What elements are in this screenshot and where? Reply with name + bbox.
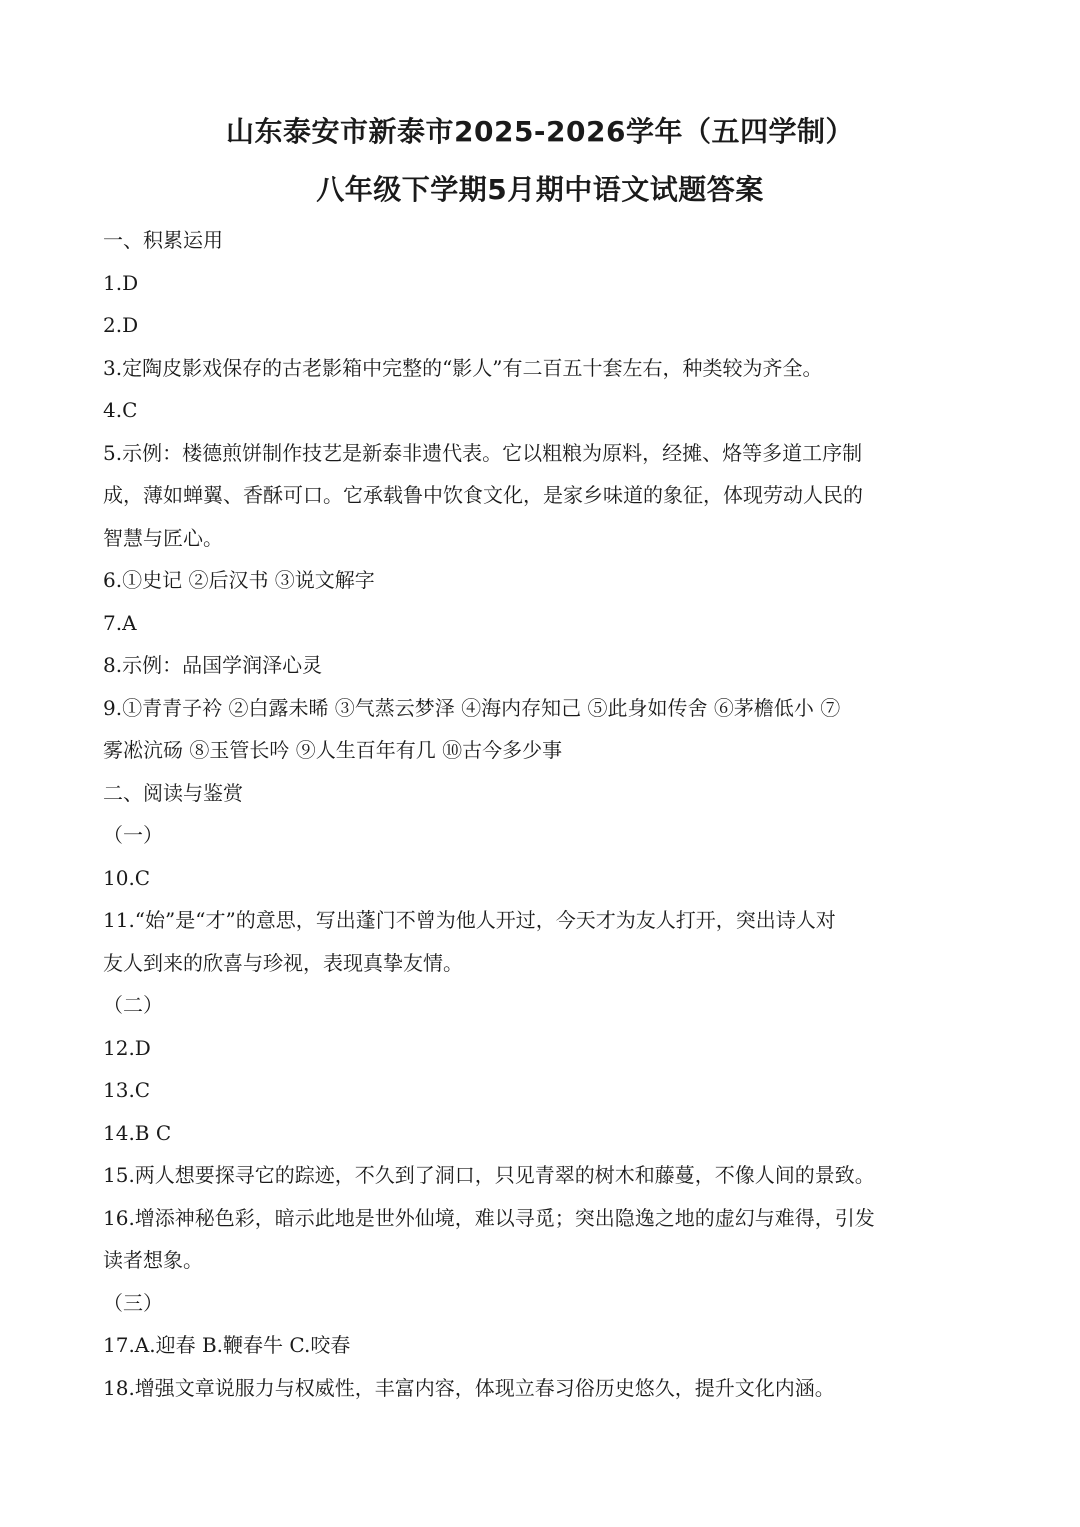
answer-line: 雾凇沆砀 ⑧玉管长吟 ⑨人生百年有几 ⑩古今多少事 — [103, 738, 563, 762]
answer-line: 14.B C — [103, 1120, 172, 1145]
answer-line: 成，薄如蝉翼、香酥可口。它承载鲁中饮食文化，是家乡味道的象征，体现劳动人民的 — [103, 483, 863, 507]
answer-line: 7.A — [103, 610, 137, 635]
answer-line: 3.定陶皮影戏保存的古老影箱中完整的“影人”有二百五十套左右，种类较为齐全。 — [103, 355, 823, 380]
answer-line: 智慧与匠心。 — [103, 525, 223, 550]
answer-line: 16.增添神秘色彩，暗示此地是世外仙境，难以寻觅；突出隐逸之地的虚幻与难得，引发 — [103, 1205, 875, 1230]
answer-line: 11.“始”是“才”的意思，写出蓬门不曾为他人开过，今天才为友人打开，突出诗人对 — [103, 908, 836, 932]
answer-line: 12.D — [103, 1035, 151, 1060]
answer-line: 17.A.迎春 B.鞭春牛 C.咬春 — [103, 1333, 351, 1357]
answer-line: 2.D — [103, 313, 139, 337]
subsection-heading: （二） — [103, 993, 163, 1017]
answer-line: 读者想象。 — [103, 1248, 203, 1272]
subsection-heading: （一） — [103, 823, 163, 847]
answer-line: 4.C — [103, 398, 138, 422]
answer-line: 8.示例：品国学润泽心灵 — [103, 653, 323, 677]
answer-line: 18.增强文章说服力与权威性，丰富内容，体现立春习俗历史悠久，提升文化内涵。 — [103, 1375, 835, 1400]
document-subtitle: 八年级下学期5月期中语文试题答案 — [316, 173, 764, 206]
section-heading: 二、阅读与鉴赏 — [103, 780, 243, 805]
answer-line: 13.C — [103, 1078, 151, 1102]
answer-content — [103, 219, 943, 1409]
answer-line: 9.①青青子衿 ②白露未晞 ③气蒸云梦泽 ④海内存知己 ⑤此身如传舍 ⑥茅檐低小 ⑦ — [103, 695, 841, 720]
answer-line: 友人到来的欣喜与珍视，表现真挚友情。 — [103, 950, 463, 975]
answer-line: 5.示例：楼德煎饼制作技艺是新泰非遗代表。它以粗粮为原料，经摊、烙等多道工序制 — [103, 440, 863, 465]
answer-line: 15.两人想要探寻它的踪迹，不久到了洞口，只见青翠的树木和藤蔓，不像人间的景致。 — [103, 1163, 875, 1187]
document-title: 山东泰安市新泰市2025-2026学年（五四学制） — [226, 115, 854, 148]
subsection-heading: （三） — [103, 1290, 163, 1315]
answer-line: 10.C — [103, 865, 151, 890]
answer-line: 6.①史记 ②后汉书 ③说文解字 — [103, 568, 375, 592]
answer-line: 1.D — [103, 270, 139, 295]
section-heading: 一、积累运用 — [103, 228, 223, 252]
